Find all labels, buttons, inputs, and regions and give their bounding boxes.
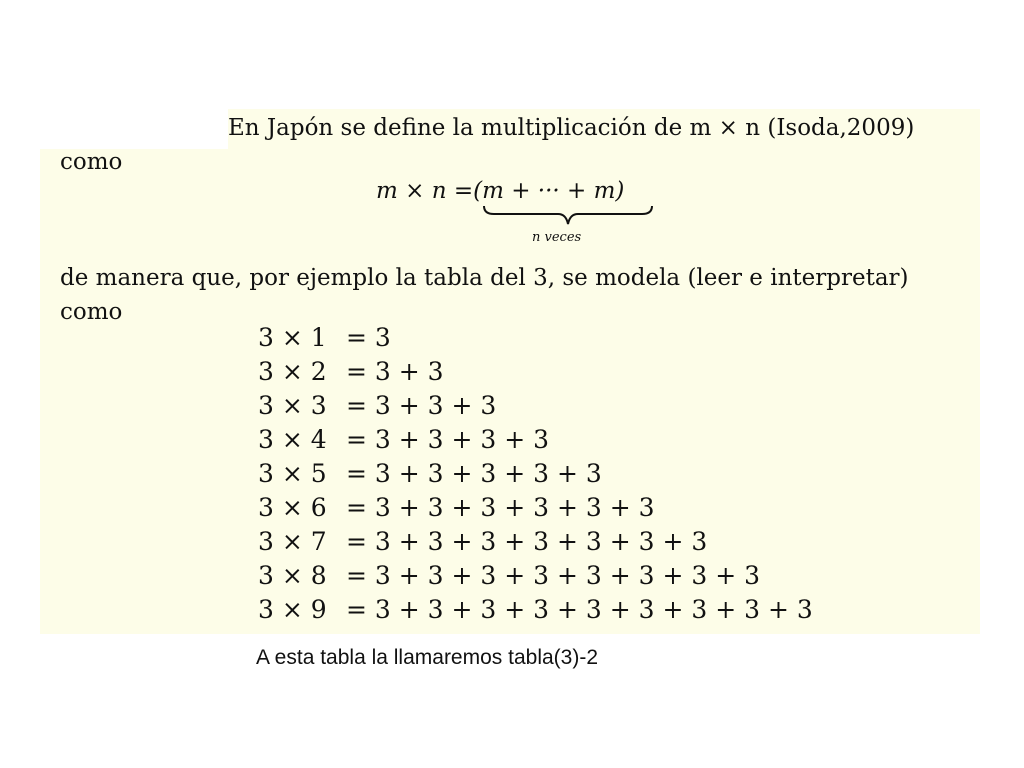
como-label-1: como xyxy=(60,149,123,175)
row-rhs: = 3 xyxy=(346,323,391,352)
slide-caption: A esta tabla la llamaremos tabla(3)-2 xyxy=(256,646,598,669)
row-rhs: = 3 + 3 xyxy=(346,357,444,386)
row-rhs: = 3 + 3 + 3 + 3 + 3 + 3 + 3 + 3 + 3 xyxy=(346,595,813,624)
row-rhs: = 3 + 3 + 3 + 3 + 3 + 3 xyxy=(346,493,655,522)
row-lhs: 3 × 5 xyxy=(258,459,327,488)
multiplication-formula xyxy=(376,180,624,203)
formula-lhs: m × n = xyxy=(376,178,474,204)
intro-text: En Japón se define la multiplicación de m × n (Isoda,2009) xyxy=(228,115,915,141)
formula-rhs: (m + ··· + m) xyxy=(473,178,625,204)
row-rhs: = 3 + 3 + 3 xyxy=(346,391,497,420)
row-rhs: = 3 + 3 + 3 + 3 + 3 + 3 + 3 xyxy=(346,527,708,556)
underbrace xyxy=(482,204,654,226)
excerpt-notch xyxy=(40,109,228,149)
row-rhs: = 3 + 3 + 3 + 3 + 3 xyxy=(346,459,602,488)
row-lhs: 3 × 7 xyxy=(258,527,327,556)
row-lhs: 3 × 3 xyxy=(258,391,327,420)
manera-text: de manera que, por ejemplo la tabla del 3, se modela (leer e interpretar) xyxy=(60,265,909,291)
row-lhs: 3 × 6 xyxy=(258,493,327,522)
row-lhs: 3 × 4 xyxy=(258,425,327,454)
row-lhs: 3 × 1 xyxy=(258,323,327,352)
row-rhs: = 3 + 3 + 3 + 3 xyxy=(346,425,550,454)
row-lhs: 3 × 9 xyxy=(258,595,327,624)
como-label-2: como xyxy=(60,299,123,325)
row-lhs: 3 × 2 xyxy=(258,357,327,386)
row-lhs: 3 × 8 xyxy=(258,561,327,590)
row-rhs: = 3 + 3 + 3 + 3 + 3 + 3 + 3 + 3 xyxy=(346,561,761,590)
underbrace-label: n veces xyxy=(532,230,582,245)
